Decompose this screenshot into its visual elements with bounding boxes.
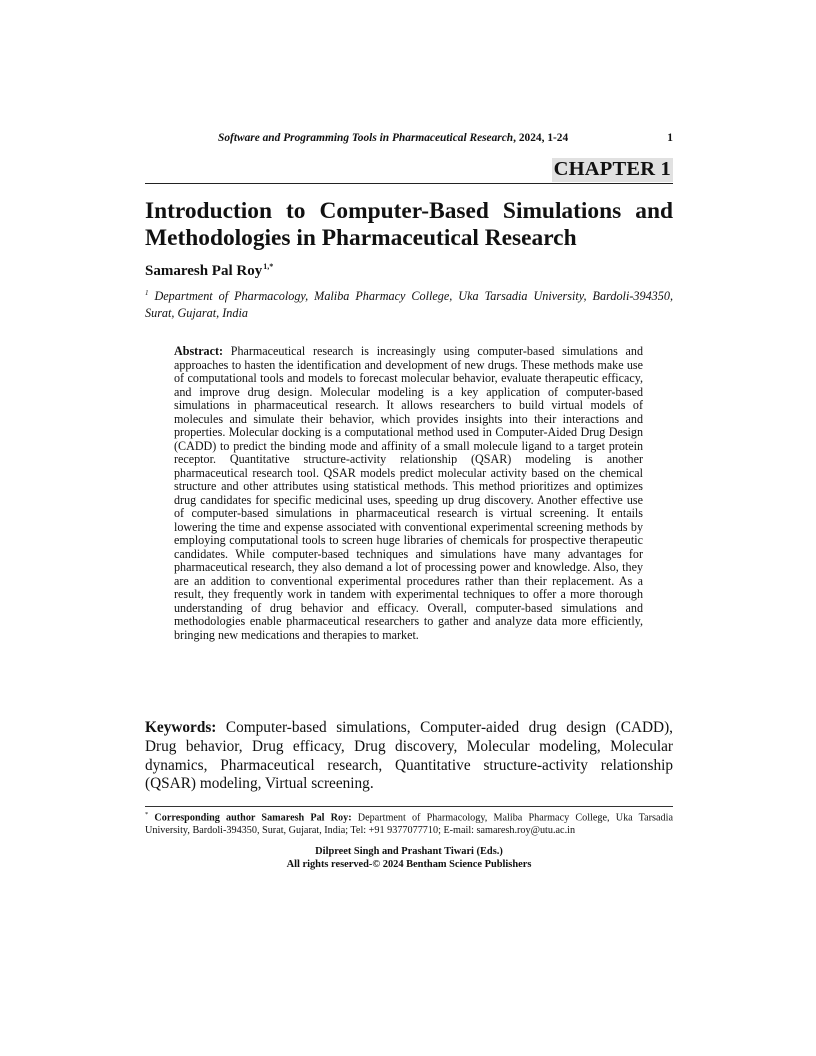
affiliation-marker: 1: [145, 289, 149, 297]
chapter-title-line-2: Methodologies in Pharmaceutical Research: [145, 225, 577, 251]
keywords-text: Computer-based simulations, Computer-aided drug design (CADD), Drug behavior, Drug efficacy, Drug discovery, Molecular modeling, Molecular dynamics, Pharmaceutical research, Quantitative structure-activity relationship (QSAR) modeling, Virtual screening.: [145, 719, 673, 793]
abstract-label: Abstract:: [174, 344, 224, 358]
author: [145, 262, 273, 280]
footnote-divider: [145, 806, 673, 807]
editors-names: Dilpreet Singh and Prashant Tiwari (Eds.): [315, 846, 503, 857]
journal-name: Software and Programming Tools in Pharmaceutical Research: [218, 132, 514, 144]
abstract-text: Pharmaceutical research is increasingly using computer-based simulations and approaches to hasten the identification and development of new drugs. These methods make use of computational tools and models to forecast molecular behavior, evaluate therapeutic efficacy, and improve drug design. Molecular modeling is a key application of computer-based simulations in pharmaceutical research. It allows researchers to build virtual models of molecules and simulate their behavior, which provides insights into their interactions and properties. Molecular docking is a computational method used in Computer-Aided Drug Design (CADD) to predict the binding mode and affinity of a small molecule ligand to a target protein receptor. Quantitative structure-activity relationship (QSAR) modeling is another pharmaceutical research tool. QSAR models predict molecular activity based on the chemical structure and other attributes using statistical methods. This method prioritizes and optimizes drug candidates for specific medicinal uses, speeding up drug discovery. Another effective use of computer-based simulations in pharmaceutical research is virtual screening. It entails lowering the time and expense associated with conventional experimental screening methods by employing computational tools to screen huge libraries of chemicals for prospective therapeutic candidates. While computer-based techniques and simulations have many advantages for pharmaceutical research, they also demand a lot of processing power and knowledge. Also, they are an addition to conventional experimental procedures rather than their replacement. As a result, they frequently work in tandem with experimental techniques to offer a more thorough understanding of drug behavior and efficacy. Overall, computer-based simulations and methodologies enable pharmaceutical researchers to gather and analyze data more efficiently, bringing new medications and therapies to market.: [174, 344, 643, 642]
chapter-label: CHAPTER 1: [553, 158, 671, 180]
editors-block: [145, 846, 673, 871]
affiliation: [145, 285, 673, 322]
chapter-title: [145, 198, 673, 252]
keywords-label: Keywords:: [145, 719, 217, 736]
chapter-header: [145, 158, 673, 184]
chapter-title-line-1: Introduction to Computer-Based Simulations and: [145, 198, 673, 224]
footnote-label: Corresponding author Samaresh Pal Roy:: [154, 812, 352, 824]
abstract: [174, 345, 643, 642]
running-head: [218, 132, 673, 144]
keywords: [145, 719, 673, 794]
author-name: Samaresh Pal Roy: [145, 263, 263, 279]
footnote-marker: *: [145, 811, 149, 818]
author-superscript: 1,*: [263, 262, 274, 271]
page-number: 1: [667, 132, 673, 144]
footnote: [145, 809, 673, 838]
footnote-text: Department of Pharmacology, Maliba Pharmacy College, Uka Tarsadia University, Bardoli-394350, Surat, Gujarat, India; Tel: +91 9377077710; E-mail: samaresh.roy@utu.ac.in: [145, 812, 673, 836]
affiliation-text: Department of Pharmacology, Maliba Pharmacy College, Uka Tarsadia University, Bardoli-394350, Surat, Gujarat, India: [145, 289, 674, 321]
journal-year-pages: , 2024, 1-24: [513, 132, 569, 144]
copyright-line: All rights reserved-© 2024 Bentham Science Publishers: [286, 858, 532, 870]
